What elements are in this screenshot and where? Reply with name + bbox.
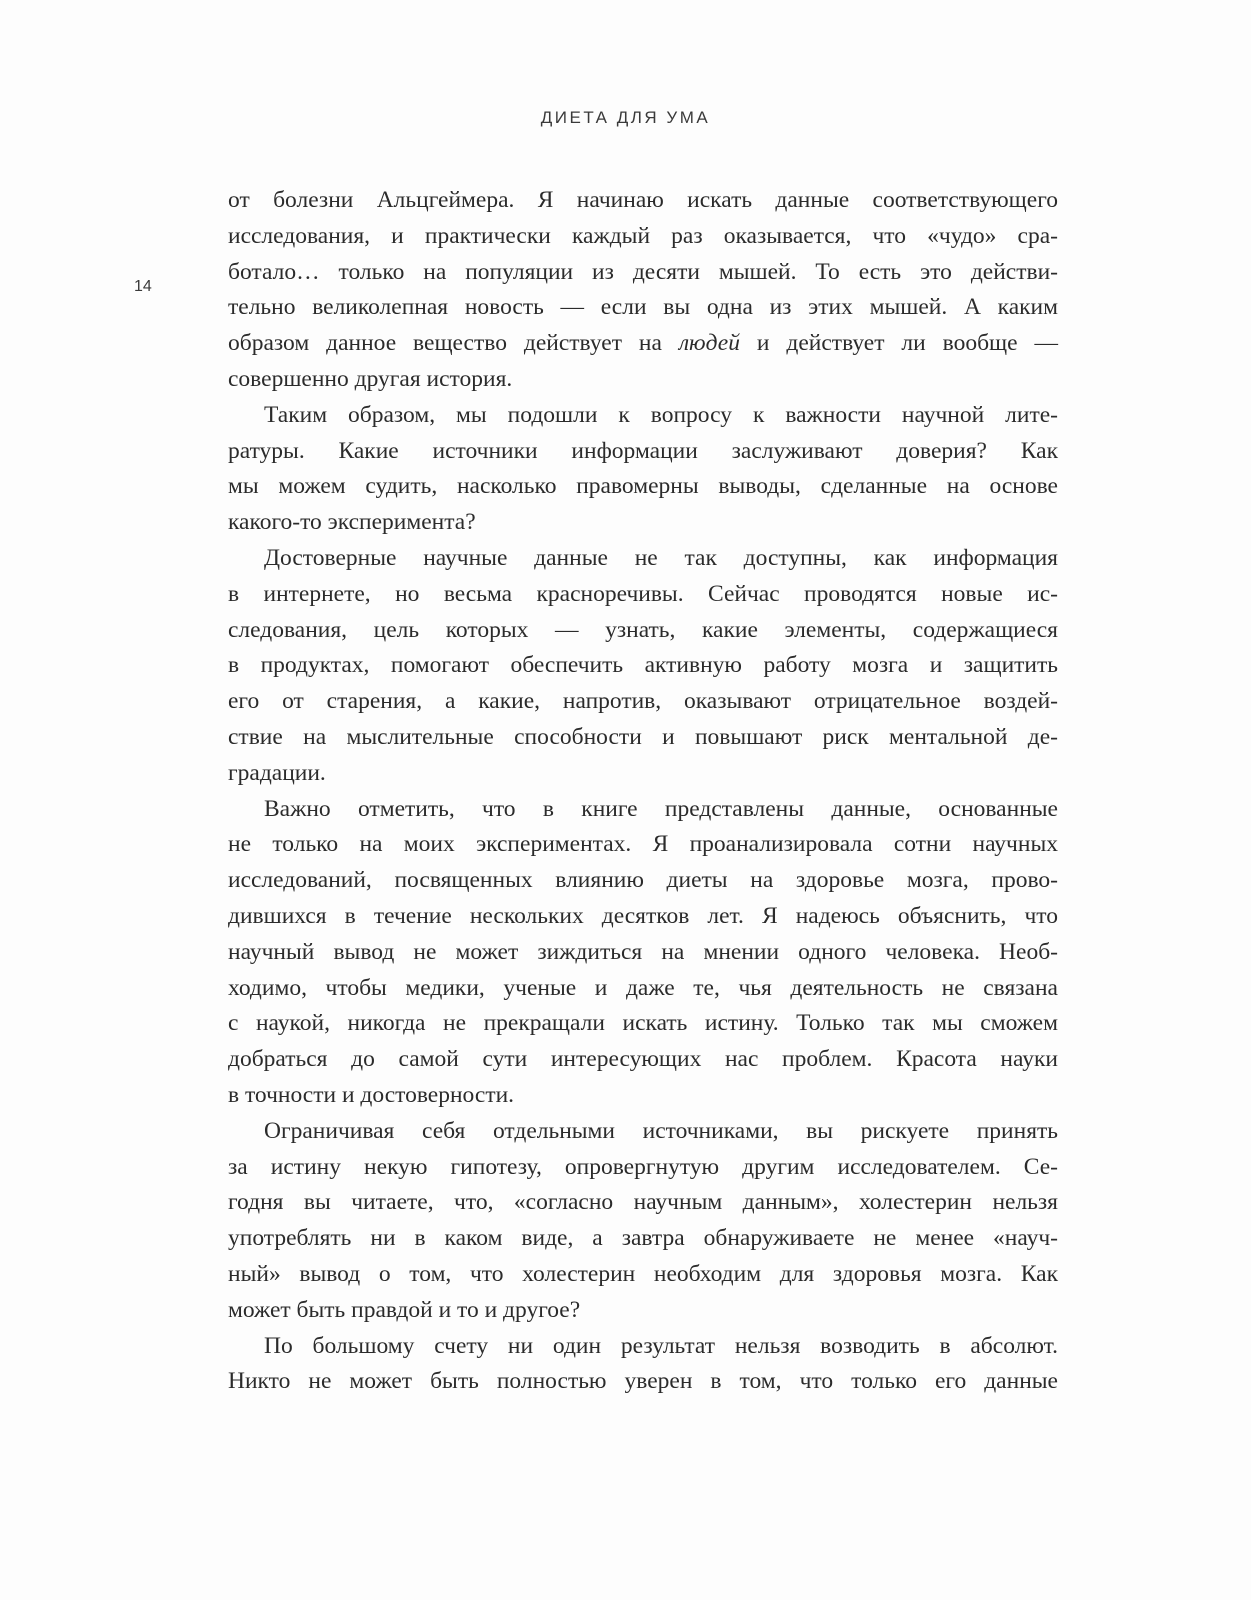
text-line: ратуры. Какие источники информации заслуживают доверия? Как bbox=[228, 437, 1058, 464]
body-text bbox=[228, 183, 1058, 1400]
text-segment: и действует ли вообще — bbox=[739, 330, 1058, 357]
text-line: тельно великолепная новость — если вы одна из этих мышей. А каким bbox=[228, 294, 1058, 321]
text-line: в интернете, но весьма красноречивы. Сейчас проводятся новые ис- bbox=[228, 580, 1058, 607]
text-line: его от старения, а какие, напротив, оказывают отрицательное воздей- bbox=[228, 688, 1058, 715]
page-number: 14 bbox=[134, 278, 152, 295]
text-line: за истину некую гипотезу, опровергнутую другим исследователем. Се- bbox=[228, 1153, 1058, 1180]
text-line: ходимо, чтобы медики, ученые и даже те, чья деятельность не связана bbox=[228, 974, 1058, 1001]
running-head: ДИЕТА ДЛЯ УМА bbox=[540, 108, 711, 127]
text-line: добраться до самой сути интересующих нас проблем. Красота науки bbox=[228, 1046, 1058, 1073]
text-line: Важно отметить, что в книге представлены данные, основанные bbox=[264, 795, 1058, 822]
text-line: исследований, посвященных влиянию диеты на здоровье мозга, прово- bbox=[228, 867, 1058, 894]
text-line: Никто не может быть полностью уверен в том, что только его данные bbox=[228, 1368, 1058, 1395]
text-line: употреблять ни в каком виде, а завтра обнаруживаете не менее «науч- bbox=[228, 1225, 1058, 1252]
text-line: в точности и достоверности. bbox=[228, 1081, 515, 1108]
text-line: ный» вывод о том, что холестерин необходим для здоровья мозга. Как bbox=[228, 1260, 1058, 1287]
text-line: не только на моих экспериментах. Я проанализировала сотни научных bbox=[228, 831, 1058, 858]
text-line: По большому счету ни один результат нельзя возводить в абсолют. bbox=[264, 1332, 1058, 1359]
text-line: годня вы читаете, что, «согласно научным данным», холестерин нельзя bbox=[228, 1189, 1058, 1216]
text-line: дившихся в течение нескольких десятков лет. Я надеюсь объяснить, что bbox=[228, 902, 1058, 929]
text-line: от болезни Альцгеймера. Я начинаю искать данные соответствующего bbox=[228, 187, 1058, 213]
text-line: градации. bbox=[228, 759, 326, 786]
text-line: какого-то эксперимента? bbox=[228, 509, 476, 536]
text-line: следования, цель которых — узнать, какие элементы, содержащиеся bbox=[228, 616, 1058, 643]
text-line: ботало… только на популяции из десяти мышей. То есть это действи- bbox=[228, 258, 1058, 285]
text-line bbox=[228, 326, 1058, 362]
text-segment: образом данное вещество действует на bbox=[228, 330, 679, 357]
text-line: исследования, и практически каждый раз оказывается, что «чудо» сра- bbox=[228, 222, 1058, 249]
text-line: научный вывод не может зиждиться на мнении одного человека. Необ- bbox=[228, 938, 1058, 965]
text-line: Таким образом, мы подошли к вопросу к важности научной лите- bbox=[264, 401, 1058, 428]
text-line: Достоверные научные данные не так доступны, как информация bbox=[264, 544, 1058, 571]
text-line: совершенно другая история. bbox=[228, 365, 513, 392]
text-line: Ограничивая себя отдельными источниками, вы рискуете принять bbox=[264, 1117, 1058, 1144]
text-line: ствие на мыслительные способности и повышают риск ментальной де- bbox=[228, 723, 1058, 750]
text-line: мы можем судить, насколько правомерны выводы, сделанные на основе bbox=[228, 473, 1058, 500]
text-line: с наукой, никогда не прекращали искать истину. Только так мы сможем bbox=[228, 1010, 1058, 1037]
emphasis-word: людей bbox=[678, 330, 740, 357]
text-line: в продуктах, помогают обеспечить активную работу мозга и защитить bbox=[228, 652, 1058, 679]
text-line: может быть правдой и то и другое? bbox=[228, 1296, 581, 1323]
